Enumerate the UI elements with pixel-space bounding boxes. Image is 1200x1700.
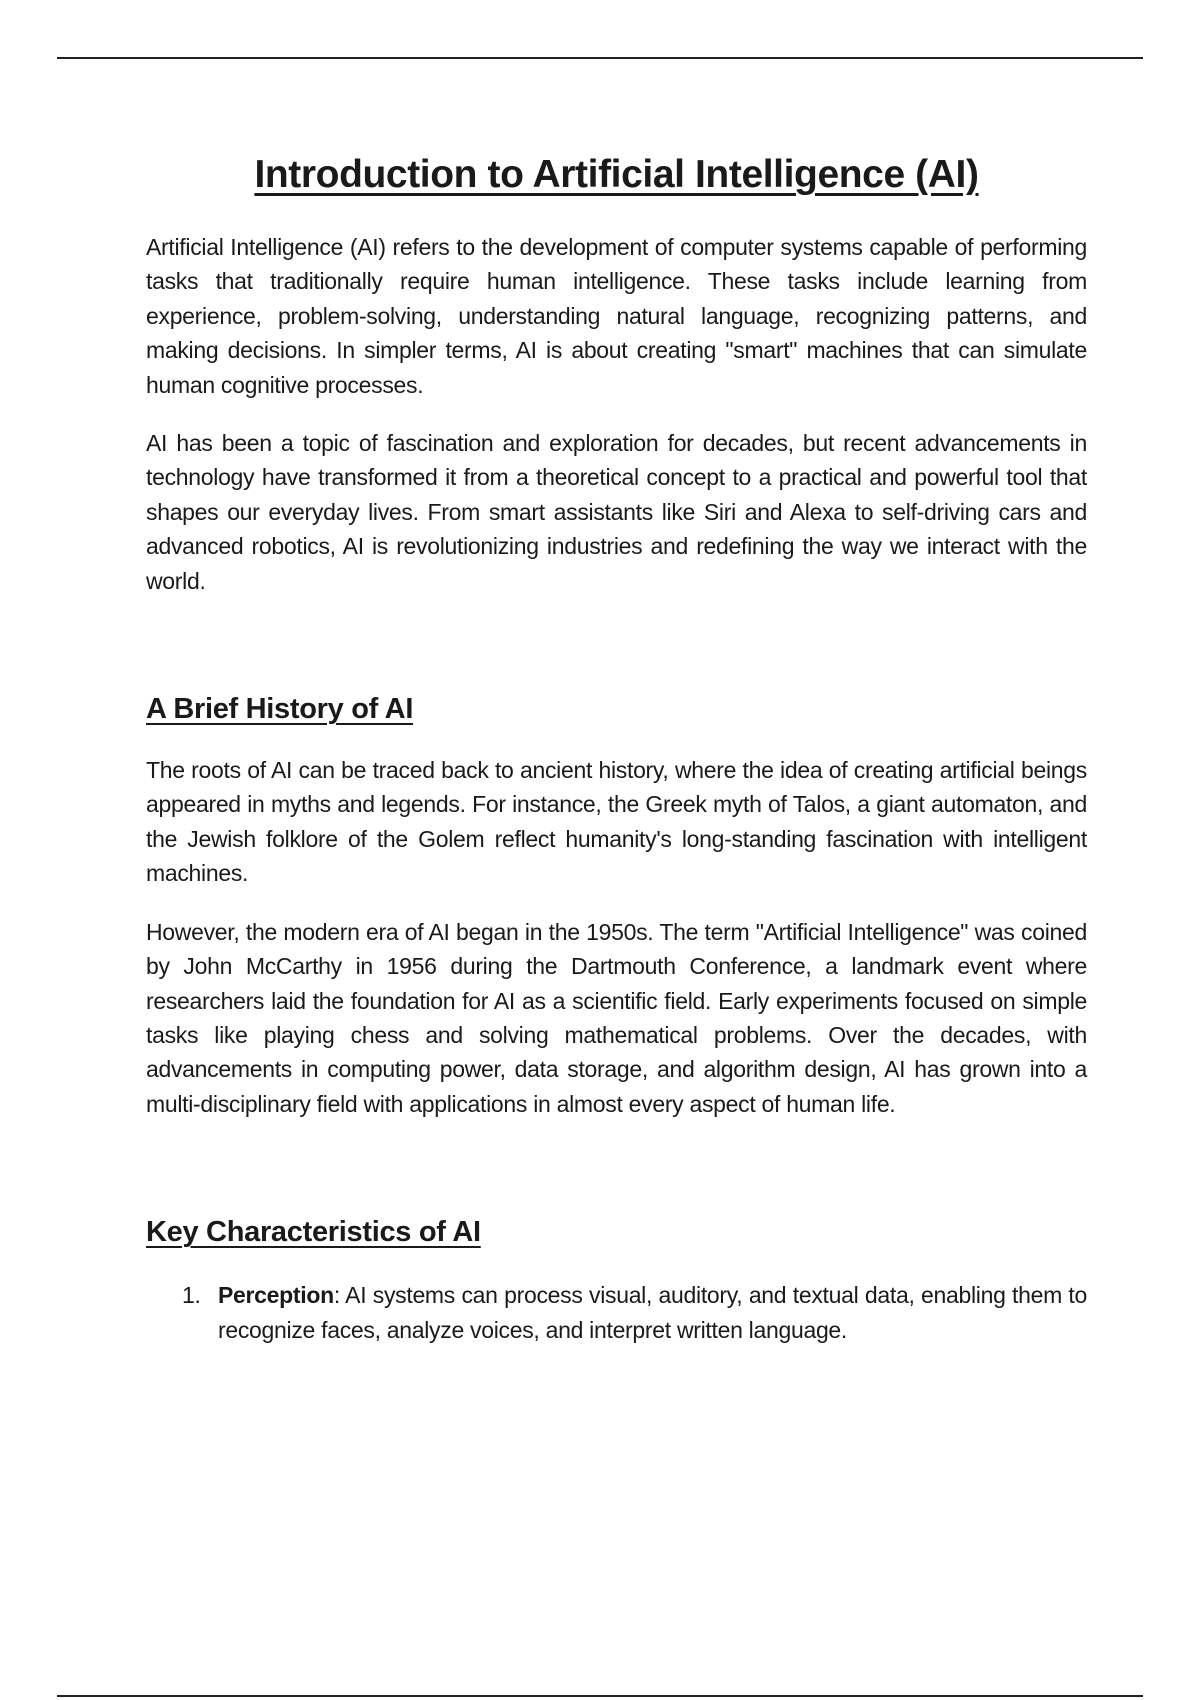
intro-paragraph-1: Artificial Intelligence (AI) refers to the development of computer systems capable of performing tasks that traditionally require human intelligence. These tasks include learning from experience, problem-solving, understanding natural language, recognizing patterns, and making decisions. In simpler terms, AI is about creating "smart" machines that can simulate human cognitive processes. bbox=[146, 234, 1087, 398]
list-item-term: Perception bbox=[218, 1282, 334, 1309]
history-paragraph-1: The roots of AI can be traced back to ancient history, where the idea of creating artificial beings appeared in myths and legends. For instance, the Greek myth of Talos, a giant automaton, and the Jewish folklore of the Golem reflect humanity's long-standing fascination with intelligent machines. bbox=[146, 757, 1087, 887]
document-page bbox=[146, 148, 1087, 1347]
characteristics-list bbox=[146, 1278, 1087, 1347]
history-heading: A Brief History of AI bbox=[146, 693, 414, 726]
list-item-text: : AI systems can process visual, auditory, and textual data, enabling them to recognize faces, analyze voices, and interpret written language. bbox=[218, 1282, 1087, 1343]
list-item bbox=[146, 1278, 1087, 1347]
list-marker: 1. bbox=[182, 1282, 201, 1309]
intro-paragraph-2: AI has been a topic of fascination and exploration for decades, but recent advancements in technology have transformed it from a theoretical concept to a practical and powerful tool that shapes our everyday lives. From smart assistants like Siri and Alexa to self-driving cars and advanced robotics, AI is revolutionizing industries and redefining the way we interact with the world. bbox=[146, 430, 1087, 594]
characteristics-heading: Key Characteristics of AI bbox=[146, 1216, 481, 1249]
history-paragraph-2: However, the modern era of AI began in the 1950s. The term "Artificial Intelligence" was coined by John McCarthy in 1956 during the Dartmouth Conference, a landmark event where researchers laid the foundation for AI as a scientific field. Early experiments focused on simple tasks like playing chess and solving mathematical problems. Over the decades, with advancements in computing power, data storage, and algorithm design, AI has grown into a multi-disciplinary field with applications in almost every aspect of human life. bbox=[146, 918, 1087, 1117]
header-rule bbox=[57, 57, 1143, 59]
document-title: Introduction to Artificial Intelligence (AI) bbox=[254, 153, 979, 196]
footer-rule bbox=[57, 1695, 1143, 1697]
